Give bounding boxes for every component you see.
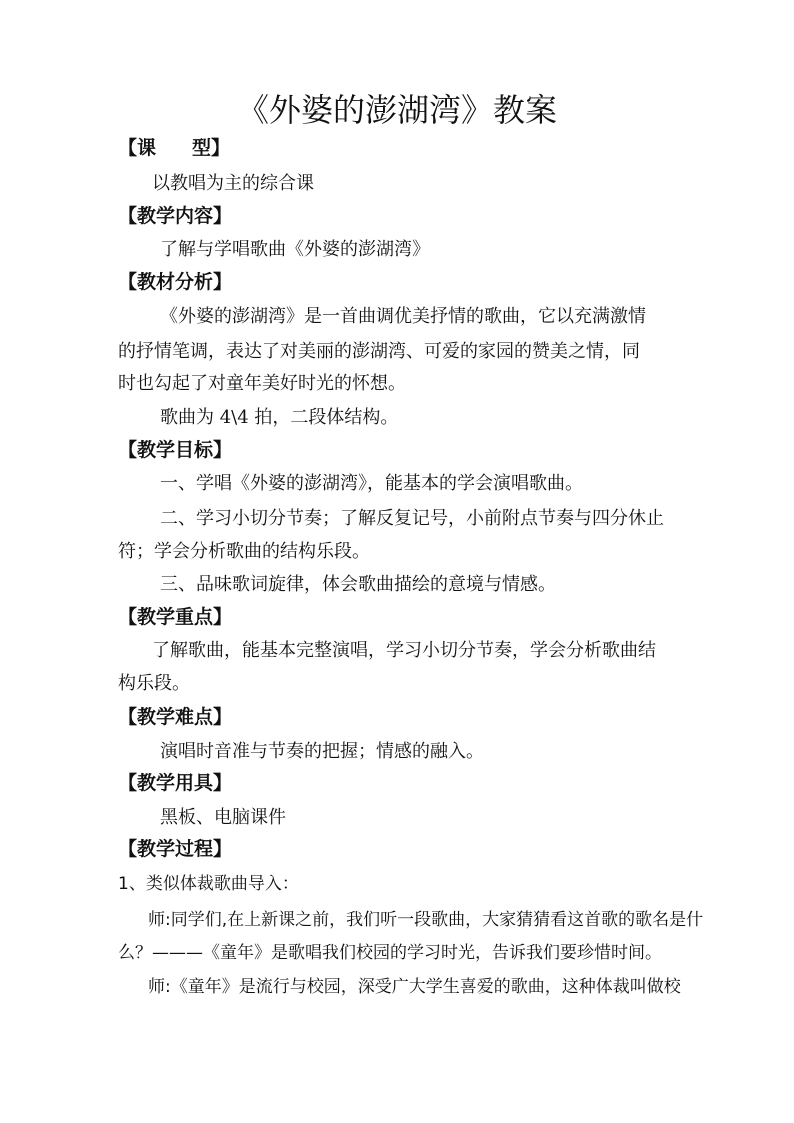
section-heading-difficulty: 【教学难点】 bbox=[118, 706, 233, 728]
process-p2-line1: 师:《童年》是流行与校园，深受广大学生喜爱的歌曲，这种体裁叫做校 bbox=[148, 977, 681, 997]
section-heading-tools: 【教学用具】 bbox=[118, 772, 233, 794]
section-heading-goals: 【教学目标】 bbox=[118, 439, 233, 461]
analysis-para1-line1: 《外婆的澎湖湾》是一首曲调优美抒情的歌曲，它以充满激情 bbox=[160, 306, 646, 327]
page-title: 《外婆的澎湖湾》教案 bbox=[236, 91, 557, 129]
focus-line1: 了解歌曲，能基本完整演唱，学习小切分节奏，学会分析歌曲结 bbox=[152, 640, 656, 661]
content-body: 了解与学唱歌曲《外婆的澎湖湾》 bbox=[160, 239, 430, 260]
section-heading-process: 【教学过程】 bbox=[118, 838, 233, 860]
section-heading-type-right: 型】 bbox=[192, 137, 231, 159]
analysis-para1-line3: 时也勾起了对童年美好时光的怀想。 bbox=[118, 373, 406, 394]
tools-body: 黑板、电脑课件 bbox=[160, 807, 286, 828]
goals-item1: 一、学唱《外婆的澎湖湾》，能基本的学会演唱歌曲。 bbox=[160, 473, 583, 494]
type-body: 以教唱为主的综合课 bbox=[152, 173, 314, 194]
process-p1-line1: 师:同学们,在上新课之前，我们听一段歌曲，大家猜猜看这首歌的歌名是什 bbox=[148, 910, 704, 930]
section-heading-type-left: 【课 bbox=[118, 137, 157, 159]
section-heading-focus: 【教学重点】 bbox=[118, 606, 233, 628]
goals-item3: 三、品味歌词旋律，体会歌曲描绘的意境与情感。 bbox=[160, 574, 556, 595]
section-heading-analysis: 【教材分析】 bbox=[118, 271, 233, 293]
section-heading-content: 【教学内容】 bbox=[118, 205, 233, 227]
process-step1: 1、类似体裁歌曲导入： bbox=[118, 874, 299, 894]
section-heading-type bbox=[118, 134, 230, 162]
difficulty-body: 演唱时音准与节奏的把握；情感的融入。 bbox=[160, 741, 484, 762]
goals-item2-line2: 符；学会分析歌曲的结构乐段。 bbox=[118, 541, 370, 562]
analysis-para2: 歌曲为 4\4 拍，二段体结构。 bbox=[160, 407, 399, 428]
goals-item2-line1: 二、学习小切分节奏；了解反复记号，小前附点节奏与四分休止 bbox=[160, 508, 664, 529]
analysis-para1-line2: 的抒情笔调，表达了对美丽的澎湖湾、可爱的家园的赞美之情，同 bbox=[118, 341, 640, 362]
focus-line2: 构乐段。 bbox=[118, 673, 190, 694]
process-p1-line2: 么？———《童年》是歌唱我们校园的学习时光，告诉我们要珍惜时间。 bbox=[118, 943, 662, 963]
